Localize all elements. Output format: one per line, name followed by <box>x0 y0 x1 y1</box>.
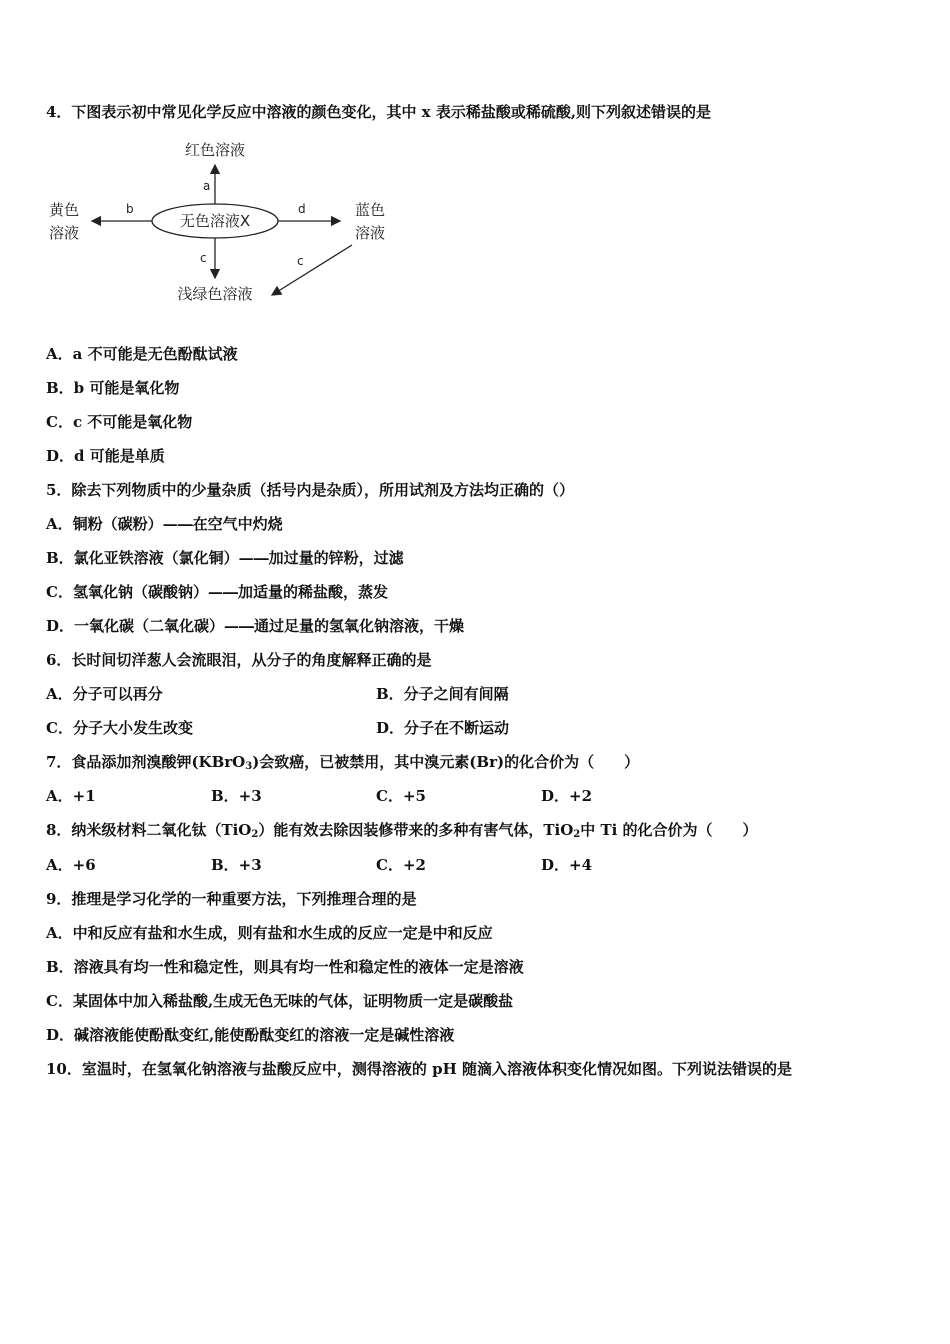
q8-subscript-1: 2 <box>251 829 259 840</box>
q4-option-d: D．d 可能是单质 <box>46 447 165 465</box>
arrow-a-label: a <box>203 179 211 193</box>
q6-stem: 6．长时间切洋葱人会流眼泪，从分子的角度解释正确的是 <box>46 651 432 669</box>
q8-subscript-2: 2 <box>573 829 581 840</box>
q7-subscript: 3 <box>245 761 253 772</box>
top-solution-label: 红色溶液 <box>184 141 246 159</box>
left-solution-line2: 溶液 <box>48 224 80 242</box>
q4-stem: 4．下图表示初中常见化学反应中溶液的颜色变化，其中 x 表示稀盐酸或稀硫酸,则下列叙述错误的是 <box>46 103 712 121</box>
q5-option-b: B．氯化亚铁溶液（氯化铜）—―加过量的锌粉，过滤 <box>46 549 404 567</box>
q6-option-d: D．分子在不断运动 <box>376 719 510 737</box>
q4-option-b: B．b 可能是氧化物 <box>46 379 180 397</box>
color-change-diagram <box>40 135 400 310</box>
q6-option-a: A．分子可以再分 <box>46 685 163 703</box>
q8-option-a: A．+6 <box>46 856 96 874</box>
q5-stem: 5．除去下列物质中的少量杂质（括号内是杂质），所用试剂及方法均正确的（） <box>46 481 574 499</box>
q7-option-a: A．+1 <box>46 787 96 805</box>
q9-option-a: A．中和反应有盐和水生成，则有盐和水生成的反应一定是中和反应 <box>46 924 493 942</box>
q8-option-b: B．+3 <box>211 856 262 874</box>
q4-option-a: A．a 不可能是无色酚酞试液 <box>46 345 238 363</box>
bottom-solution-label: 浅绿色溶液 <box>177 285 253 303</box>
arrow-b-label: b <box>126 202 134 216</box>
q7-stem-part1: 7．食品添加剂溴酸钾(KBrO <box>46 753 246 771</box>
right-solution-line2: 溶液 <box>354 224 386 242</box>
q8-stem <box>46 820 758 845</box>
q5-option-d: D．一氧化碳（二氧化碳）—―通过足量的氢氧化钠溶液，干燥 <box>46 617 465 635</box>
q7-option-c: C．+5 <box>376 787 426 805</box>
q8-stem-part2: ）能有效去除因装修带来的多种有害气体，TiO <box>258 821 574 839</box>
arrow-c2-label: c <box>297 254 304 268</box>
q7-option-d: D．+2 <box>541 787 593 805</box>
center-label: 无色溶液X <box>179 212 251 230</box>
q6-option-c: C．分子大小发生改变 <box>46 719 193 737</box>
q5-option-a: A．铜粉（碳粉）—―在空气中灼烧 <box>46 515 283 533</box>
q7-stem-part2: )会致癌，已被禁用，其中溴元素(Br)的化合价为（ ） <box>252 753 640 771</box>
q8-stem-part1: 8．纳米级材料二氧化钛（TiO <box>46 821 252 839</box>
q9-stem: 9．推理是学习化学的一种重要方法，下列推理合理的是 <box>46 890 417 908</box>
q8-option-d: D．+4 <box>541 856 593 874</box>
arrow-d-label: d <box>298 202 306 216</box>
q10-stem: 10．室温时，在氢氧化钠溶液与盐酸反应中，测得溶液的 pH 随滴入溶液体积变化情况如图。下列说法错误的是 <box>46 1060 792 1078</box>
right-solution-line1: 蓝色 <box>354 201 386 219</box>
arrow-c-diagonal <box>272 245 352 295</box>
q7-option-b: B．+3 <box>211 787 262 805</box>
q9-option-b: B．溶液具有均一性和稳定性，则具有均一性和稳定性的液体一定是溶液 <box>46 958 524 976</box>
q7-stem <box>46 752 639 777</box>
arrow-c-label: c <box>200 251 207 265</box>
q8-stem-part3: 中 Ti 的化合价为（ ） <box>580 821 758 839</box>
q5-option-c: C．氢氧化钠（碳酸钠）—―加适量的稀盐酸，蒸发 <box>46 583 388 601</box>
q4-option-c: C．c 不可能是氧化物 <box>46 413 193 431</box>
left-solution-line1: 黄色 <box>48 201 80 219</box>
q9-option-d: D．碱溶液能使酚酞变红,能使酚酞变红的溶液一定是碱性溶液 <box>46 1026 455 1044</box>
q9-option-c: C．某固体中加入稀盐酸,生成无色无味的气体，证明物质一定是碳酸盐 <box>46 992 514 1010</box>
q6-option-b: B．分子之间有间隔 <box>376 685 509 703</box>
q8-option-c: C．+2 <box>376 856 426 874</box>
